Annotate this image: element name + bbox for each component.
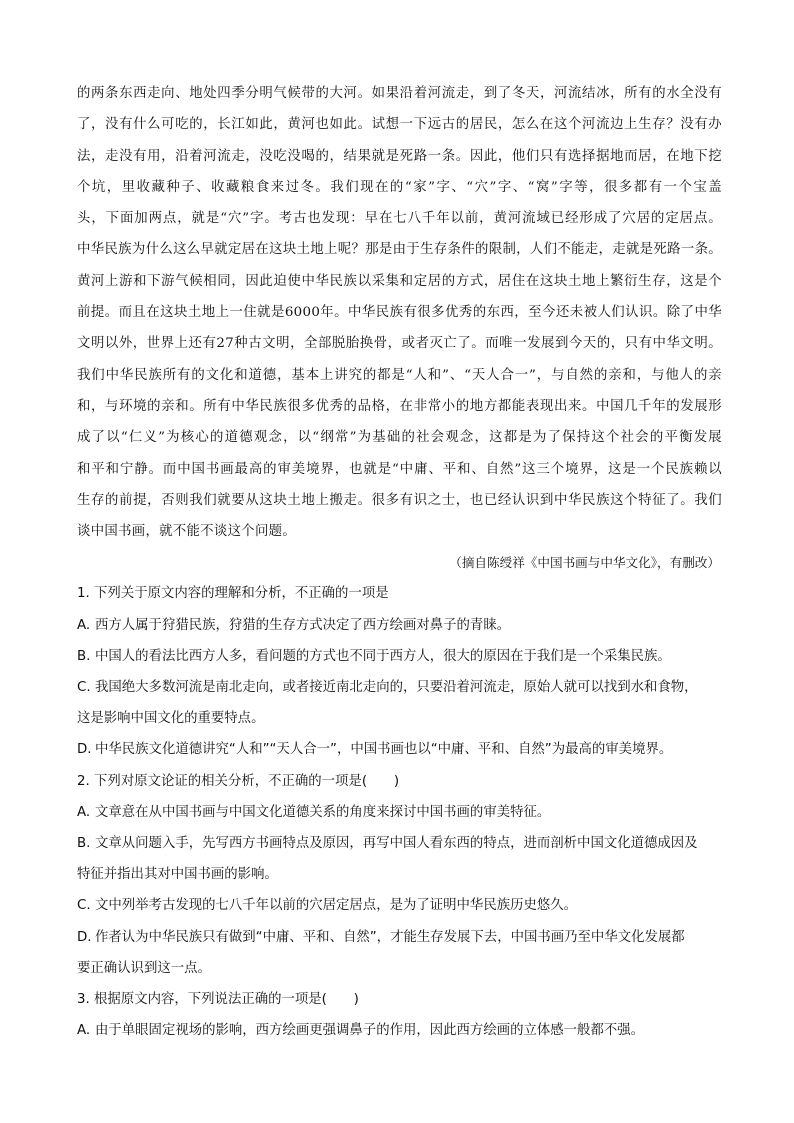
option-letter: D. [77, 742, 92, 758]
option-text: 中国人的看法比西方人多，看问题的方式也不同于西方人，很大的原因在于我们是一个采集民族。 [95, 648, 671, 664]
option-a[interactable] [77, 1015, 722, 1046]
document-page [77, 78, 722, 1046]
option-c-continued: 这是影响中国文化的重要特点。 [77, 711, 265, 727]
question-1 [77, 578, 722, 765]
passage-line: 中华民族为什么这么早就定居在这块土地上呢？那是由于生存条件的限制，人们不能走，走就是死路一条。 [77, 242, 722, 258]
option-text: 西方人属于狩猎民族，狩猎的生存方式决定了西方绘画对鼻子的青睐。 [95, 617, 511, 633]
option-letter: C. [77, 898, 91, 914]
option-b[interactable] [77, 641, 722, 672]
option-b[interactable] [77, 828, 722, 859]
option-text: 文中列举考古发现的七八千年以前的穴居定居点，是为了证明中华民族历史悠久。 [95, 898, 578, 914]
passage-line: 法，走没有用，沿着河流走，没吃没喝的，结果就是死路一条。因此，他们只有选择据地而居，在地下挖 [77, 148, 722, 164]
option-b-continued: 特征并指出其对中国书画的影响。 [77, 867, 278, 883]
question-stem: 2. 下列对原文论证的相关分析，不正确的一项是( ) [77, 773, 400, 789]
question-2 [77, 766, 722, 984]
option-text: 我国绝大多数河流是南北走向，或者接近南北走向的，只要沿着河流走，原始人就可以找到水和食物， [95, 680, 698, 696]
option-d[interactable] [77, 734, 722, 765]
option-text: 由于单眼固定视场的影响，西方绘画更强调鼻子的作用，因此西方绘画的立体感一般都不强。 [95, 1023, 645, 1039]
question-stem: 3. 根据原文内容，下列说法正确的一项是( ) [77, 991, 359, 1007]
option-letter: C. [77, 680, 91, 696]
option-text: 文章意在从中国书画与中国文化道德关系的角度来探讨中国书画的审美特征。 [95, 804, 551, 820]
passage-line: 头，下面加两点，就是“穴”字。考古也发现：早在七八千年以前，黄河流域已经形成了穴居的定居点。 [77, 211, 722, 227]
option-a[interactable] [77, 797, 722, 828]
question-stem: 1. 下列关于原文内容的理解和分析，不正确的一项是 [77, 586, 389, 602]
option-letter: A. [77, 1023, 91, 1039]
option-letter: B. [77, 648, 91, 664]
passage-line: 了，没有什么可吃的，长江如此，黄河也如此。试想一下远古的居民，怎么在这个河流边上生存？没有办 [77, 117, 722, 133]
passage-line: 和平和宁静。而中国书画最高的审美境界，也就是“中庸、平和、自然”这三个境界，这是一个民族赖以 [77, 461, 722, 477]
passage-line: 个坑，里收藏种子、收藏粮食来过冬。我们现在的“家”字、“穴”字、“窝”字等，很多都有一个宝盖 [77, 179, 722, 195]
option-letter: D. [77, 929, 92, 945]
passage-line: 和，与环境的亲和。所有中华民族很多优秀的品格，在非常小的地方都能表现出来。中国几千年的发展形 [77, 398, 722, 414]
option-a[interactable] [77, 610, 722, 641]
passage-line: 前提。而且在这块土地上一住就是6000年。中华民族有很多优秀的东西，至今还未被人们认识。除了中华 [77, 305, 722, 321]
passage-line: 成了以“仁义”为核心的道德观念，以“纲常”为基础的社会观念，这都是为了保持这个社会的平衡发展 [77, 430, 722, 446]
passage-line: 我们中华民族所有的文化和道德，基本上讲究的都是“人和”、“天人合一”，与自然的亲和，与他人的亲 [77, 367, 722, 383]
passage-line: 谈中国书画，就不能不谈这个问题。 [77, 524, 297, 540]
option-text: 文章从问题入手，先写西方书画特点及原因，再写中国人看东西的特点，进而剖析中国文化道德成因及 [95, 835, 698, 851]
option-letter: B. [77, 835, 91, 851]
question-3 [77, 984, 722, 1046]
passage-line: 的两条东西走向、地处四季分明气候带的大河。如果沿着河流走，到了冬天，河流结冰，所有的水全没有 [77, 86, 722, 101]
passage-line: 黄河上游和下游气候相同，因此迫使中华民族以采集和定居的方式，居住在这块土地上繁衍生存，这是个 [77, 273, 722, 289]
option-text: 中华民族文化道德讲究“人和”“天人合一”，中国书画也以“中庸、平和、自然”为最高的审美境界。 [95, 742, 673, 758]
option-c[interactable] [77, 672, 722, 703]
option-c[interactable] [77, 890, 722, 921]
source-citation: （摘自陈绶祥《中国书画与中华文化》，有删改） [449, 555, 720, 571]
passage [77, 78, 722, 578]
option-text: 作者认为中华民族只有做到“中庸、平和、自然”，才能生存发展下去，中国书画乃至中华文化发展都 [95, 929, 685, 945]
passage-line: 文明以外，世界上还有27种古文明，全部脱胎换骨，或者灭亡了。而唯一发展到今天的，只有中华文明。 [77, 336, 722, 352]
passage-line: 生存的前提，否则我们就要从这块土地上搬走。很多有识之士，也已经认识到中华民族这个特征了。我们 [77, 492, 722, 508]
option-d-continued: 要正确认识到这一点。 [77, 960, 211, 976]
option-letter: A. [77, 617, 91, 633]
option-letter: A. [77, 804, 91, 820]
option-d[interactable] [77, 922, 722, 953]
